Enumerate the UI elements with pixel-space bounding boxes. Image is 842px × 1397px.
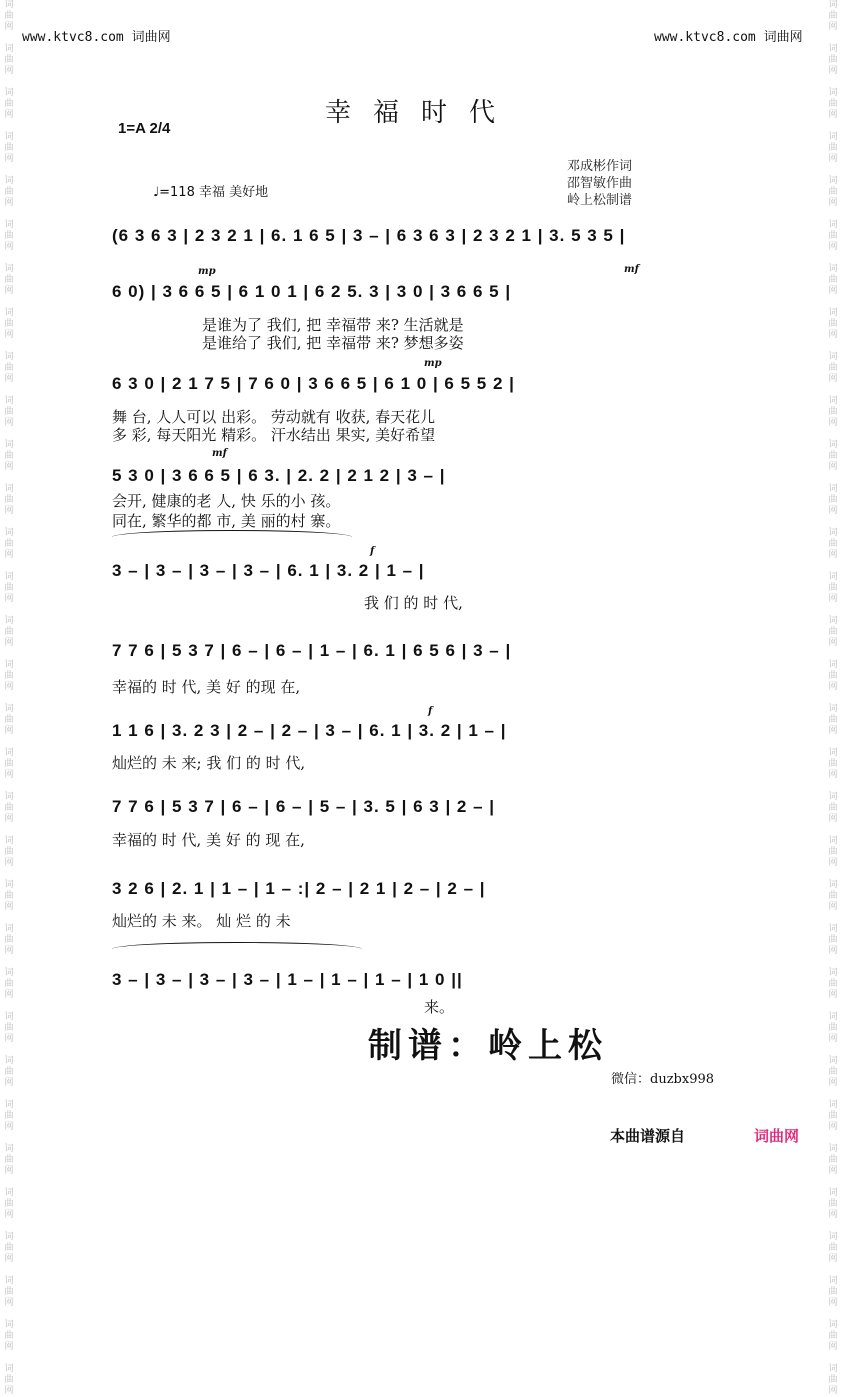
staff-line-1-notes: (6 3 6 3 | 2 3 2 1 | 6. 1 6 5 | 3 – | 6 3 6 3 | 2 3 2 1 | 3. 5 3 5 |	[112, 226, 626, 245]
staff-line-3-lyric-1: 舞 台, 人人可以 出彩。 劳动就有 收获, 春天花儿	[112, 408, 436, 426]
dynamic-f: f	[370, 546, 375, 557]
staff-line-3-notes: 6 3 0 | 2 1 7 5 | 7 6 0 | 3 6 6 5 | 6 1 0 | 6 5 5 2 |	[112, 374, 515, 393]
left-watermark: 词 曲 网 词 曲 网 词 曲 网 词 曲 网 词 曲 网 词 曲 网 词 曲 网 词 曲 网 词 曲 网 词 曲 网 词 曲 网 词 曲 网 词 曲 网 词 曲 网 词 曲 网 词 曲 网 词 曲 网 词 曲 网 词 曲 网 词 曲 网 词 曲 网 词 曲 网 词 曲 网 词 曲 网 词 曲 网 词 曲 网 词 曲 网 词 曲 网 词 曲 网 词 曲 网 词 曲 网 词 曲 网	[4, 0, 14, 1396]
dynamic-mp: mp	[424, 358, 442, 369]
staff-line-2-lyric-1: 是谁为了 我们, 把 幸福带 来? 生活就是	[202, 316, 464, 334]
composer-credit: 邵智敏作曲	[567, 176, 633, 191]
staff-line-5-notes: 3 – | 3 – | 3 – | 3 – | 6. 1 | 3. 2 | 1 – |	[112, 561, 425, 580]
right-watermark: 词 曲 网 词 曲 网 词 曲 网 词 曲 网 词 曲 网 词 曲 网 词 曲 网 词 曲 网 词 曲 网 词 曲 网 词 曲 网 词 曲 网 词 曲 网 词 曲 网 词 曲 网 词 曲 网 词 曲 网 词 曲 网 词 曲 网 词 曲 网 词 曲 网 词 曲 网 词 曲 网 词 曲 网 词 曲 网 词 曲 网 词 曲 网 词 曲 网 词 曲 网 词 曲 网 词 曲 网 词 曲 网	[828, 0, 838, 1396]
page-title: 幸福时代	[324, 98, 517, 128]
staff-line-7-lyric: 灿烂的 未 来; 我 们 的 时 代,	[112, 754, 306, 772]
tempo-marking: ♩=118 幸福 美好地	[153, 185, 269, 200]
source-brand-link[interactable]: 词曲网	[754, 1127, 800, 1145]
staff-line-4-lyric-1: 会开, 健康的老 人, 快 乐的小 孩。	[112, 492, 341, 510]
staff-line-4-lyric-2: 同在, 繁华的都 市, 美 丽的村 寨。	[112, 512, 341, 530]
staff-line-10-lyric: 来。	[424, 998, 455, 1016]
dynamic-mf: mf	[212, 448, 227, 459]
lyricist-credit: 邓成彬作词	[567, 159, 633, 174]
staff-line-10-notes: 3 – | 3 – | 3 – | 3 – | 1 – | 1 – | 1 – | 1 0 ||	[112, 970, 463, 989]
wechat-id: 微信：duzbx998	[611, 1072, 715, 1087]
staff-line-2-notes: 6 0) | 3 6 6 5 | 6 1 0 1 | 6 2 5. 3 | 3 0 | 3 6 6 5 |	[112, 282, 512, 301]
dynamic-mf: mf	[624, 264, 639, 275]
staff-line-4-notes: 5 3 0 | 3 6 6 5 | 6 3. | 2. 2 | 2 1 2 | 3 – |	[112, 466, 446, 485]
staff-line-8-lyric: 幸福的 时 代, 美 好 的 现 在,	[112, 831, 305, 849]
staff-line-6-lyric: 幸福的 时 代, 美 好 的现 在,	[112, 678, 301, 696]
staff-line-6-notes: 7 7 6 | 5 3 7 | 6 – | 6 – | 1 – | 6. 1 | 6 5 6 | 3 – |	[112, 641, 512, 660]
dynamic-f: f	[428, 706, 433, 717]
site-url-left: www.ktvc8.com 词曲网	[22, 30, 171, 45]
tie-arc	[112, 530, 352, 537]
staff-line-7-notes: 1 1 6 | 3. 2 3 | 2 – | 2 – | 3 – | 6. 1 | 3. 2 | 1 – |	[112, 721, 507, 740]
engraver-credit: 岭上松制谱	[567, 193, 633, 208]
site-url-right: www.ktvc8.com 词曲网	[654, 30, 803, 45]
staff-line-3-lyric-2: 多 彩, 每天阳光 精彩。 汗水结出 果实, 美好希望	[112, 426, 436, 444]
staff-line-9-lyric: 灿烂的 未 来。 灿 烂 的 未	[112, 912, 291, 930]
source-label: 本曲谱源自	[610, 1127, 686, 1145]
staff-line-9-notes: 3 2 6 | 2. 1 | 1 – | 1 – :| 2 – | 2 1 | 2 – | 2 – |	[112, 879, 486, 898]
staff-line-5-lyric: 我 们 的 时 代,	[364, 594, 463, 612]
engraver-signature: 制谱：岭上松	[368, 1026, 608, 1066]
tie-arc	[112, 942, 362, 949]
staff-line-8-notes: 7 7 6 | 5 3 7 | 6 – | 6 – | 5 – | 3. 5 | 6 3 | 2 – |	[112, 797, 496, 816]
key-signature: 1=A 2/4	[118, 120, 171, 137]
staff-line-2-lyric-2: 是谁给了 我们, 把 幸福带 来? 梦想多姿	[202, 334, 464, 352]
dynamic-mp: mp	[198, 266, 216, 277]
